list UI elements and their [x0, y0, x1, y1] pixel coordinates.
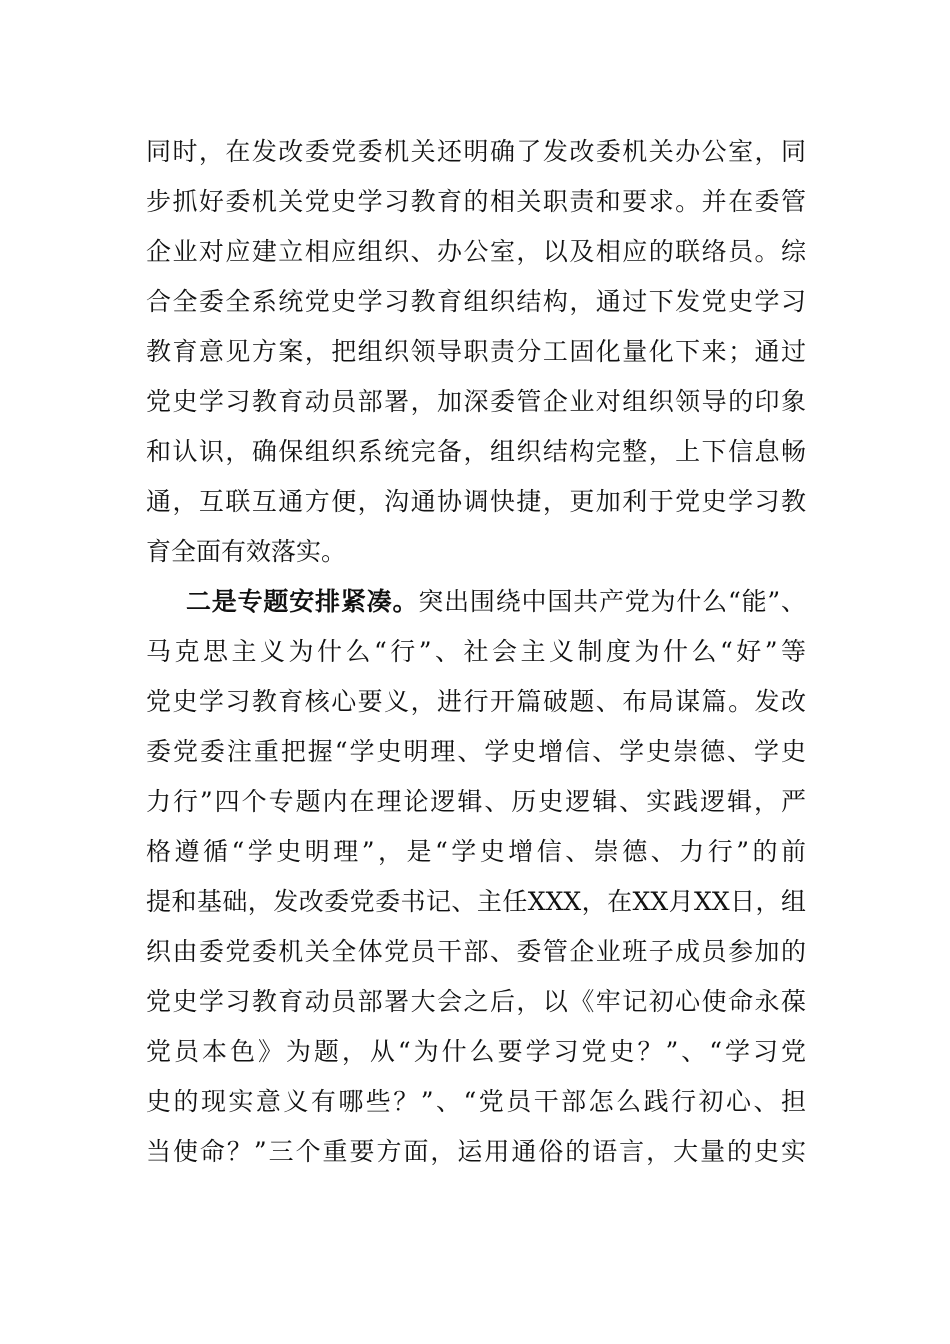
paragraph-line: 力行”四个专题内在理论逻辑、历史逻辑、实践逻辑，严	[146, 787, 806, 816]
paragraph-line: 史的现实意义有哪些？”、“党员干部怎么践行初心、担	[146, 1087, 806, 1116]
paragraph-line: 教育意见方案，把组织领导职责分工固化量化下来；通过	[146, 337, 806, 366]
paragraph-line: 合全委全系统党史学习教育组织结构，通过下发党史学习	[146, 287, 806, 316]
paragraph-1	[146, 127, 806, 577]
paragraph-line: 同时，在发改委党委机关还明确了发改委机关办公室，同	[146, 137, 806, 166]
paragraph-2	[146, 577, 806, 1177]
paragraph-line: 和认识，确保组织系统完备，组织结构完整，上下信息畅	[146, 437, 806, 466]
paragraph-line: 党史学习教育核心要义，进行开篇破题、布局谋篇。发改	[146, 687, 806, 716]
paragraph-line: 当使命？”三个重要方面，运用通俗的语言，大量的史实	[146, 1137, 806, 1166]
paragraph-lead-line	[146, 577, 806, 627]
paragraph-line: 企业对应建立相应组织、办公室，以及相应的联络员。综	[146, 237, 806, 266]
paragraph-lead-text: 突出围绕中国共产党为什么“能”、	[418, 587, 806, 616]
paragraph-line: 委党委注重把握“学史明理、学史增信、学史崇德、学史	[146, 737, 806, 766]
paragraph-line: 党史学习教育动员部署大会之后，以《牢记初心使命永葆	[146, 987, 806, 1016]
paragraph-line: 步抓好委机关党史学习教育的相关职责和要求。并在委管	[146, 187, 806, 216]
paragraph-line: 格遵循“学史明理”，是“学史增信、崇德、力行”的前	[146, 837, 806, 866]
paragraph-line: 提和基础，发改委党委书记、主任XXX，在XX月XX日，组	[146, 887, 806, 916]
paragraph-line: 党史学习教育动员部署，加深委管企业对组织领导的印象	[146, 387, 806, 416]
paragraph-line: 通，互联互通方便，沟通协调快捷，更加利于党史学习教	[146, 487, 806, 516]
paragraph-heading: 二是专题安排紧凑。	[186, 587, 419, 616]
paragraph-line: 育全面有效落实。	[146, 537, 347, 566]
body-text	[146, 127, 806, 1177]
paragraph-line: 党员本色》为题，从“为什么要学习党史？”、“学习党	[146, 1037, 806, 1066]
paragraph-line: 织由委党委机关全体党员干部、委管企业班子成员参加的	[146, 937, 806, 966]
paragraph-line: 马克思主义为什么“行”、社会主义制度为什么“好”等	[146, 637, 806, 666]
